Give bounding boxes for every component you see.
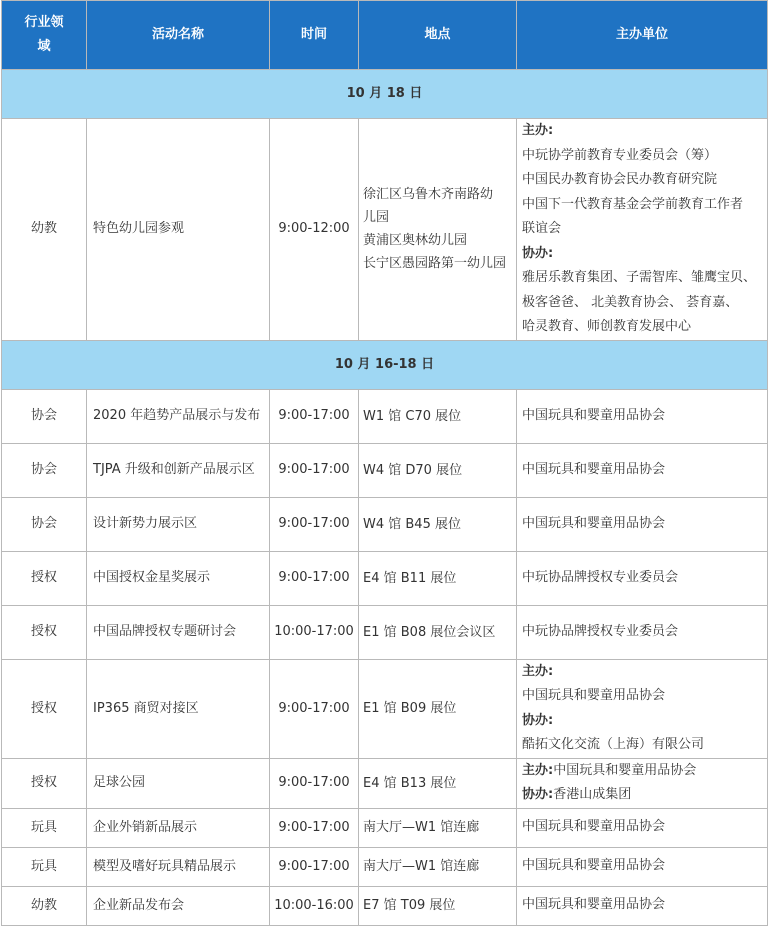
cell-place: [359, 758, 517, 808]
table-row: [2, 886, 768, 925]
org-line: 联谊会: [522, 221, 562, 236]
org-line: 中国玩具和婴童用品协会: [522, 407, 666, 423]
cell-place: [359, 605, 517, 659]
cell-org: [517, 659, 768, 758]
cell-time: 9:00-12:00: [270, 119, 359, 341]
header-field-label: 行业领域: [24, 15, 64, 54]
cell-time: 9:00-17:00: [270, 389, 359, 443]
cell-name: TJPA 升级和创新产品展示区: [87, 443, 270, 497]
org-line: [522, 759, 767, 784]
table-row: [2, 443, 768, 497]
org-line: 中玩协学前教育专业委员会（筹）: [522, 147, 718, 163]
cell-field: 玩具: [2, 808, 87, 847]
cell-name: 企业外销新品展示: [87, 808, 270, 847]
cell-org: [517, 605, 768, 659]
cell-field: 授权: [2, 605, 87, 659]
org-label: 协办:: [522, 787, 554, 802]
table-row: [2, 847, 768, 886]
table-row: [2, 605, 768, 659]
place-line: 南大厅—W1 馆连廊: [363, 859, 480, 874]
header-place: 地点: [359, 1, 517, 70]
cell-field: 幼教: [2, 119, 87, 341]
place-line: W4 馆 B45 展位: [363, 516, 461, 532]
org-line: 中国玩具和婴童用品协会: [522, 858, 666, 874]
cell-org: [517, 119, 768, 341]
org-line: 哈灵教育、师创教育发展中心: [522, 319, 692, 334]
place-line: E4 馆 B13 展位: [363, 775, 457, 791]
cell-field: 玩具: [2, 847, 87, 886]
place-line: 儿园: [363, 210, 390, 226]
place-line: E4 馆 B11 展位: [363, 570, 457, 586]
cell-name: IP365 商贸对接区: [87, 659, 270, 758]
cell-name: 中国品牌授权专题研讨会: [87, 605, 270, 659]
date-cell: 10 月 16-18 日: [2, 340, 768, 389]
cell-time: 10:00-17:00: [270, 605, 359, 659]
org-label: 主办:: [522, 663, 554, 679]
cell-org: [517, 886, 768, 925]
cell-time: 9:00-17:00: [270, 808, 359, 847]
place-line: E1 馆 B08 展位会议区: [363, 624, 496, 640]
date-row: [2, 340, 768, 389]
cell-place: [359, 443, 517, 497]
cell-time: 9:00-17:00: [270, 659, 359, 758]
date-row: [2, 70, 768, 119]
place-line: 南大厅—W1 馆连廊: [363, 820, 480, 835]
org-line: [522, 783, 767, 808]
cell-field: 幼教: [2, 886, 87, 925]
cell-place: [359, 497, 517, 551]
org-line: 中国玩具和婴童用品协会: [522, 461, 666, 477]
cell-field: 授权: [2, 551, 87, 605]
org-label: 协办:: [522, 712, 554, 728]
table-row: [2, 758, 768, 808]
cell-place: [359, 847, 517, 886]
cell-name: 企业新品发布会: [87, 886, 270, 925]
cell-org: [517, 497, 768, 551]
cell-place: [359, 808, 517, 847]
header-org: 主办单位: [517, 1, 768, 70]
org-line: 酷拓文化交流（上海）有限公司: [522, 737, 705, 752]
org-label: 协办:: [522, 245, 554, 261]
place-line: 黄浦区奥林幼儿园: [363, 233, 468, 249]
date-cell: 10 月 18 日: [2, 70, 768, 119]
cell-field: 协会: [2, 443, 87, 497]
header-field: [2, 1, 87, 70]
header-name: 活动名称: [87, 1, 270, 70]
cell-time: 9:00-17:00: [270, 758, 359, 808]
cell-time: 9:00-17:00: [270, 497, 359, 551]
cell-name: 中国授权金星奖展示: [87, 551, 270, 605]
org-label: 主办:: [522, 762, 554, 778]
cell-place: [359, 119, 517, 341]
header-row: [2, 1, 768, 70]
cell-name: 设计新势力展示区: [87, 497, 270, 551]
org-line: 中玩协品牌授权专业委员会: [522, 569, 679, 585]
header-time: 时间: [270, 1, 359, 70]
schedule-body: [2, 70, 768, 926]
cell-org: [517, 551, 768, 605]
org-label: 主办:: [522, 123, 554, 138]
cell-name: 足球公园: [87, 758, 270, 808]
table-row: [2, 659, 768, 758]
schedule-table: [1, 0, 768, 926]
org-line: 中玩协品牌授权专业委员会: [522, 623, 679, 639]
cell-org: [517, 443, 768, 497]
place-line: E1 馆 B09 展位: [363, 701, 457, 716]
org-line: 中国下一代教育基金会学前教育工作者: [522, 196, 744, 212]
cell-name: 2020 年趋势产品展示与发布: [87, 389, 270, 443]
cell-place: [359, 659, 517, 758]
org-name: 中国玩具和婴童用品协会: [553, 762, 697, 778]
cell-place: [359, 886, 517, 925]
org-line: 中国玩具和婴童用品协会: [522, 688, 666, 703]
table-row: [2, 119, 768, 341]
org-line: 中国玩具和婴童用品协会: [522, 819, 666, 835]
table-row: [2, 808, 768, 847]
org-line: 中国民办教育协会民办教育研究院: [522, 172, 718, 187]
cell-field: 授权: [2, 659, 87, 758]
cell-org: [517, 847, 768, 886]
cell-name: 模型及嗜好玩具精品展示: [87, 847, 270, 886]
cell-field: 协会: [2, 389, 87, 443]
place-line: W1 馆 C70 展位: [363, 408, 462, 424]
org-name: 香港山成集团: [553, 787, 632, 802]
place-line: 长宁区愚园路第一幼儿园: [363, 256, 507, 272]
cell-org: [517, 389, 768, 443]
cell-time: 9:00-17:00: [270, 847, 359, 886]
cell-org: [517, 758, 768, 808]
cell-place: [359, 389, 517, 443]
table-row: [2, 497, 768, 551]
org-line: 中国玩具和婴童用品协会: [522, 897, 666, 913]
cell-time: 9:00-17:00: [270, 551, 359, 605]
org-line: 极客爸爸、 北美教育协会、 荟育嘉、: [522, 294, 739, 310]
cell-field: 授权: [2, 758, 87, 808]
org-line: 雅居乐教育集团、子需智库、雏鹰宝贝、: [522, 270, 757, 285]
cell-name: 特色幼儿园参观: [87, 119, 270, 341]
place-line: 徐汇区乌鲁木齐南路幼: [363, 187, 494, 203]
cell-org: [517, 808, 768, 847]
table-row: [2, 389, 768, 443]
cell-place: [359, 551, 517, 605]
table-row: [2, 551, 768, 605]
place-line: W4 馆 D70 展位: [363, 462, 463, 478]
cell-time: 10:00-16:00: [270, 886, 359, 925]
place-line: E7 馆 T09 展位: [363, 898, 456, 913]
org-line: 中国玩具和婴童用品协会: [522, 515, 666, 531]
cell-field: 协会: [2, 497, 87, 551]
cell-time: 9:00-17:00: [270, 443, 359, 497]
